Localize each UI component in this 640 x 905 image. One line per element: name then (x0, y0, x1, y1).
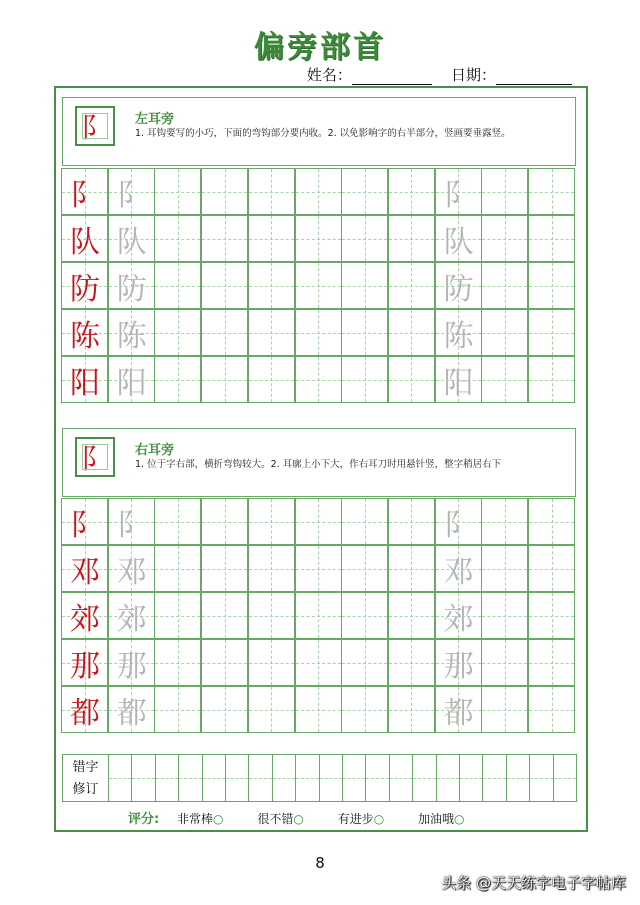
practice-cell[interactable] (528, 686, 575, 733)
practice-cell[interactable] (341, 215, 388, 262)
practice-row (62, 263, 576, 310)
correction-cell[interactable] (225, 754, 249, 802)
circle-icon: ○ (373, 812, 385, 826)
practice-cell[interactable] (388, 639, 435, 686)
practice-cell[interactable] (388, 262, 435, 309)
correction-cell[interactable] (365, 754, 389, 802)
score-option-4[interactable]: 加油哦○ (418, 812, 465, 826)
model-character: 阝 (70, 508, 100, 543)
practice-cell[interactable] (201, 686, 248, 733)
practice-cell[interactable] (248, 545, 295, 592)
trace-character: 阝 (443, 508, 474, 543)
practice-cell[interactable] (528, 262, 575, 309)
model-character: 邓 (70, 555, 100, 590)
practice-cell[interactable] (341, 309, 388, 356)
practice-cell[interactable] (341, 498, 388, 545)
score-option-2[interactable]: 很不错○ (257, 812, 304, 826)
practice-cell[interactable] (481, 639, 528, 686)
practice-cell[interactable] (481, 545, 528, 592)
practice-cell[interactable] (201, 215, 248, 262)
practice-cell[interactable] (341, 545, 388, 592)
practice-cell[interactable] (435, 592, 482, 639)
trace-character: 队 (443, 225, 474, 260)
practice-cell[interactable] (201, 168, 248, 215)
correction-label-line2: 修订 (72, 782, 99, 797)
practice-cell[interactable] (341, 686, 388, 733)
practice-cell[interactable] (248, 686, 295, 733)
correction-cell[interactable] (319, 754, 343, 802)
practice-cell[interactable] (295, 592, 342, 639)
practice-cell[interactable] (435, 168, 482, 215)
practice-cell[interactable] (108, 545, 155, 592)
trace-character: 阝 (116, 508, 147, 543)
trace-character: 防 (116, 272, 147, 307)
practice-cell[interactable] (295, 309, 342, 356)
practice-cell[interactable] (435, 545, 482, 592)
practice-cell[interactable] (154, 592, 201, 639)
correction-cell[interactable] (295, 754, 319, 802)
practice-cell[interactable] (481, 168, 528, 215)
practice-row (62, 310, 576, 357)
correction-cell[interactable] (248, 754, 272, 802)
practice-cell[interactable] (295, 545, 342, 592)
practice-cell[interactable] (481, 215, 528, 262)
practice-cell[interactable] (248, 309, 295, 356)
practice-cell[interactable] (388, 545, 435, 592)
score-option-1[interactable]: 非常棒○ (177, 812, 224, 826)
section-1-title: 左耳旁 (135, 112, 175, 127)
trace-character: 那 (116, 649, 147, 684)
practice-cell[interactable] (108, 639, 155, 686)
practice-row (62, 546, 576, 593)
trace-character: 队 (116, 225, 147, 260)
trace-character: 阝 (443, 178, 474, 213)
circle-icon: ○ (293, 812, 304, 826)
practice-cell[interactable] (295, 168, 342, 215)
practice-cell[interactable] (295, 215, 342, 262)
score-row (128, 808, 495, 827)
practice-cell[interactable] (201, 498, 248, 545)
trace-character: 阳 (116, 366, 147, 401)
trace-character: 阳 (443, 366, 474, 401)
trace-character: 陈 (443, 319, 474, 354)
practice-cell[interactable] (201, 356, 248, 403)
correction-cell[interactable] (178, 754, 202, 802)
practice-cell[interactable] (154, 686, 201, 733)
trace-character: 阝 (116, 178, 147, 213)
practice-cell[interactable] (61, 168, 108, 215)
practice-cell[interactable] (388, 592, 435, 639)
correction-cell[interactable] (155, 754, 179, 802)
practice-cell[interactable] (388, 215, 435, 262)
practice-cell[interactable] (248, 498, 295, 545)
model-character: 阳 (70, 366, 100, 401)
practice-cell[interactable] (295, 686, 342, 733)
name-blank (352, 70, 432, 85)
practice-cell[interactable] (61, 356, 108, 403)
correction-cell[interactable] (459, 754, 483, 802)
practice-cell[interactable] (528, 356, 575, 403)
practice-cell[interactable] (61, 592, 108, 639)
correction-cell[interactable] (272, 754, 296, 802)
practice-cell[interactable] (61, 498, 108, 545)
practice-cell[interactable] (295, 639, 342, 686)
trace-character: 陈 (116, 319, 147, 354)
practice-cell[interactable] (108, 686, 155, 733)
model-character: 都 (70, 696, 100, 731)
practice-cell[interactable] (154, 215, 201, 262)
correction-cell[interactable] (482, 754, 506, 802)
correction-cell[interactable] (389, 754, 413, 802)
practice-cell[interactable] (528, 215, 575, 262)
practice-cell[interactable] (341, 592, 388, 639)
trace-character: 邓 (443, 555, 474, 590)
practice-cell[interactable] (248, 592, 295, 639)
section-1-desc: 1. 耳钩要写的小巧，下面的弯钩部分要内收。2. 以免影响字的右半部分，竖画要垂露竖。 (135, 128, 511, 139)
practice-cell[interactable] (248, 215, 295, 262)
date-label: 日期： (450, 66, 496, 84)
practice-cell[interactable] (388, 309, 435, 356)
practice-row (62, 169, 576, 216)
practice-cell[interactable] (108, 168, 155, 215)
practice-cell[interactable] (528, 592, 575, 639)
practice-row (62, 640, 576, 687)
practice-cell[interactable] (481, 262, 528, 309)
practice-cell[interactable] (61, 309, 108, 356)
practice-cell[interactable] (248, 262, 295, 309)
model-character: 防 (70, 272, 100, 307)
practice-cell[interactable] (388, 686, 435, 733)
practice-cell[interactable] (481, 686, 528, 733)
practice-cell[interactable] (528, 545, 575, 592)
practice-cell[interactable] (61, 686, 108, 733)
practice-row (62, 593, 576, 640)
practice-cell[interactable] (388, 498, 435, 545)
practice-cell[interactable] (528, 639, 575, 686)
practice-cell[interactable] (108, 262, 155, 309)
correction-cell[interactable] (506, 754, 530, 802)
practice-cell[interactable] (481, 356, 528, 403)
trace-character: 郊 (443, 602, 474, 637)
trace-character: 都 (443, 696, 474, 731)
correction-row (62, 754, 576, 802)
practice-cell[interactable] (154, 545, 201, 592)
correction-cell[interactable] (436, 754, 460, 802)
practice-cell[interactable] (341, 639, 388, 686)
section-1-header (62, 97, 576, 166)
practice-cell[interactable] (201, 309, 248, 356)
practice-cell[interactable] (481, 498, 528, 545)
trace-character: 那 (443, 649, 474, 684)
practice-cell[interactable] (248, 356, 295, 403)
practice-cell[interactable] (108, 309, 155, 356)
page-number: 8 (315, 854, 325, 872)
practice-cell[interactable] (528, 498, 575, 545)
practice-cell[interactable] (435, 639, 482, 686)
correction-cell[interactable] (202, 754, 226, 802)
practice-cell[interactable] (108, 215, 155, 262)
trace-character: 郊 (116, 602, 147, 637)
correction-label (62, 754, 109, 802)
model-character: 陈 (70, 319, 100, 354)
name-date-line (307, 64, 572, 85)
watermark: 头条 @天天练字电子字帖库 (441, 874, 626, 892)
correction-cell[interactable] (342, 754, 366, 802)
correction-cell[interactable] (131, 754, 155, 802)
practice-cell[interactable] (108, 356, 155, 403)
trace-character: 都 (116, 696, 147, 731)
practice-cell[interactable] (61, 262, 108, 309)
circle-icon: ○ (213, 812, 224, 826)
practice-cell[interactable] (108, 592, 155, 639)
practice-cell[interactable] (388, 168, 435, 215)
circle-icon: ○ (454, 812, 465, 826)
practice-cell[interactable] (61, 639, 108, 686)
section-2-desc: 1. 位于字右部，横折弯钩较大。2. 耳廓上小下大，作右耳刀时用悬针竖，整字稍居右下 (135, 459, 502, 470)
practice-row (62, 216, 576, 263)
practice-cell[interactable] (201, 262, 248, 309)
practice-row (62, 499, 576, 546)
trace-character: 防 (443, 272, 474, 307)
practice-cell[interactable] (528, 309, 575, 356)
section-1-radical: 阝 (75, 106, 115, 146)
practice-cell[interactable] (154, 356, 201, 403)
practice-cell[interactable] (201, 639, 248, 686)
practice-cell[interactable] (295, 498, 342, 545)
practice-row (62, 357, 576, 404)
practice-cell[interactable] (481, 309, 528, 356)
practice-cell[interactable] (248, 168, 295, 215)
practice-cell[interactable] (435, 356, 482, 403)
practice-cell[interactable] (61, 545, 108, 592)
practice-cell[interactable] (341, 356, 388, 403)
model-character: 那 (70, 649, 100, 684)
practice-cell[interactable] (154, 498, 201, 545)
section-2-header (62, 428, 576, 497)
practice-cell[interactable] (154, 262, 201, 309)
practice-cell[interactable] (154, 639, 201, 686)
practice-cell[interactable] (295, 262, 342, 309)
correction-label-line1: 错字 (72, 760, 99, 775)
practice-cell[interactable] (528, 168, 575, 215)
practice-cell[interactable] (154, 309, 201, 356)
practice-cell[interactable] (201, 592, 248, 639)
section-2-radical: 阝 (75, 437, 115, 477)
correction-cell[interactable] (412, 754, 436, 802)
practice-cell[interactable] (435, 686, 482, 733)
page-title: 偏旁部首 (254, 30, 386, 65)
model-character: 队 (70, 225, 100, 260)
correction-cell[interactable] (529, 754, 553, 802)
practice-cell[interactable] (481, 592, 528, 639)
practice-cell[interactable] (295, 356, 342, 403)
practice-cell[interactable] (341, 262, 388, 309)
model-character: 郊 (70, 602, 100, 637)
practice-cell[interactable] (154, 168, 201, 215)
score-label: 评分: (128, 812, 160, 827)
practice-cell[interactable] (108, 498, 155, 545)
model-character: 阝 (70, 178, 100, 213)
name-label: 姓名： (306, 66, 352, 84)
correction-cell[interactable] (553, 754, 577, 802)
practice-cell[interactable] (248, 639, 295, 686)
section-2-title: 右耳旁 (135, 443, 175, 458)
correction-cell[interactable] (108, 754, 132, 802)
practice-cell[interactable] (341, 168, 388, 215)
trace-character: 邓 (116, 555, 147, 590)
practice-cell[interactable] (435, 309, 482, 356)
practice-cell[interactable] (201, 545, 248, 592)
practice-cell[interactable] (435, 262, 482, 309)
practice-cell[interactable] (435, 215, 482, 262)
practice-cell[interactable] (435, 498, 482, 545)
practice-row (62, 687, 576, 734)
practice-cell[interactable] (388, 356, 435, 403)
practice-cell[interactable] (61, 215, 108, 262)
date-blank (496, 70, 572, 85)
score-option-3[interactable]: 有进步○ (337, 812, 385, 826)
